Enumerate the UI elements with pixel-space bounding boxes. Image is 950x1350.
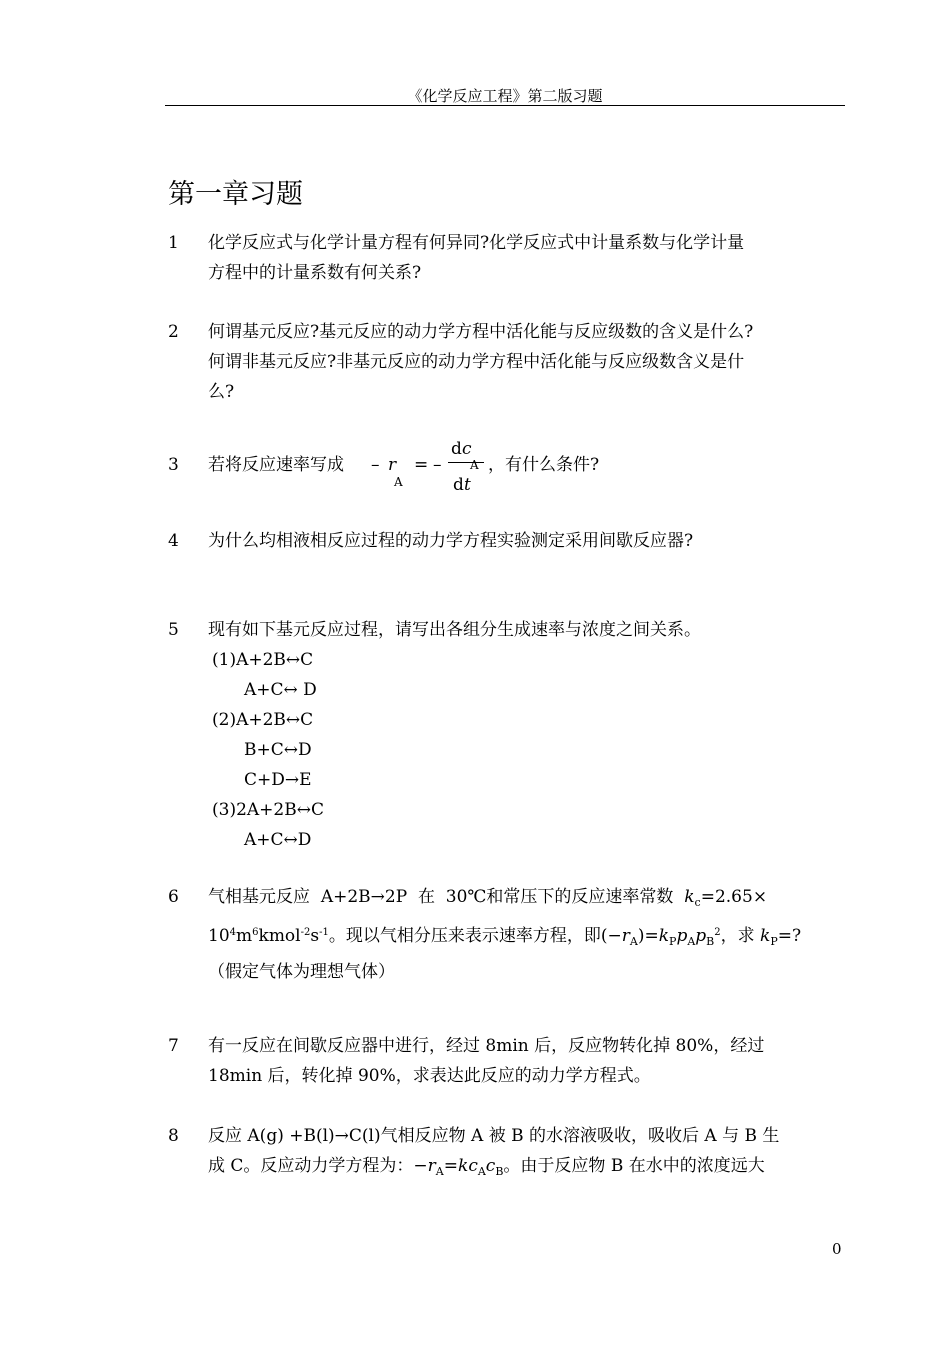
subscript: A bbox=[477, 1165, 486, 1178]
rate-constant-symbol: k bbox=[658, 926, 670, 946]
reaction-item: A+C↔D bbox=[244, 830, 312, 850]
reaction-list bbox=[212, 645, 324, 855]
question-6 bbox=[208, 882, 853, 987]
question-text-line: 方程中的计量系数有何关系? bbox=[208, 263, 422, 283]
superscript: 2 bbox=[714, 927, 721, 938]
question-text-line bbox=[208, 1151, 853, 1187]
page-number: 0 bbox=[832, 1240, 842, 1258]
question-text: 气相基元反应 bbox=[208, 887, 310, 907]
question-5 bbox=[208, 615, 848, 645]
running-header: 《化学反应工程》第二版习题 bbox=[407, 87, 603, 105]
unit-text: m bbox=[236, 926, 253, 946]
concentration-symbol: c bbox=[485, 1156, 496, 1176]
superscript: 6 bbox=[252, 927, 259, 938]
question-3 bbox=[208, 440, 848, 500]
pressure-symbol: p bbox=[695, 926, 707, 946]
question-text-line: 为什么均相液相反应过程的动力学方程实验测定采用间歇反应器? bbox=[208, 531, 694, 551]
question-number: 7 bbox=[168, 1036, 179, 1056]
question-text: 。由于反应物 B 在水中的浓度远大 bbox=[503, 1156, 765, 1176]
minus-sign: – bbox=[371, 455, 380, 475]
rate-constant-symbol: k bbox=[458, 1156, 469, 1176]
question-number: 4 bbox=[168, 531, 179, 551]
question-text-line: 18min 后，转化掉 90%，求表达此反应的动力学方程式。 bbox=[208, 1066, 651, 1086]
subscript: B bbox=[706, 935, 715, 948]
unit-text: s bbox=[310, 926, 320, 946]
question-text: 若将反应速率写成 bbox=[208, 455, 344, 475]
question-8 bbox=[208, 1121, 853, 1187]
superscript: -2 bbox=[300, 927, 311, 938]
question-text-line: 何谓基元反应?基元反应的动力学方程中活化能与反应级数的含义是什么? bbox=[208, 322, 754, 342]
unit-text: kmol bbox=[258, 926, 301, 946]
subscript: A bbox=[687, 935, 696, 948]
question-text-line: 么? bbox=[208, 382, 235, 402]
question-text-line: 有一反应在间歇反应器中进行，经过 8min 后，反应物转化掉 80%，经过 bbox=[208, 1036, 765, 1056]
question-number: 5 bbox=[168, 620, 179, 640]
question-text-line: 何谓非基元反应?非基元反应的动力学方程中活化能与反应级数含义是什 bbox=[208, 352, 745, 372]
minus-sign: – bbox=[433, 455, 442, 475]
question-number: 1 bbox=[168, 233, 179, 253]
rate-constant-symbol: k bbox=[760, 926, 771, 946]
question-text: 成 C。反应动力学方程为：− bbox=[208, 1156, 428, 1176]
chapter-title: 第一章习题 bbox=[168, 179, 303, 210]
question-1 bbox=[208, 228, 848, 288]
fraction-denominator-t: t bbox=[464, 475, 471, 495]
question-text-line: 反应 A(g) +B(l)→C(l)气相反应物 A 被 B 的水溶液吸收，吸收后 A 与 B 生 bbox=[208, 1126, 780, 1146]
pressure-symbol: p bbox=[676, 926, 688, 946]
reaction-item: A+C↔ D bbox=[244, 680, 317, 700]
rate-constant-symbol: k bbox=[684, 887, 695, 907]
question-text: ，求 bbox=[720, 926, 755, 946]
question-text: 。现以气相分压来表示速率方程，即(− bbox=[328, 926, 622, 946]
superscript: -1 bbox=[319, 927, 329, 938]
subscript: P bbox=[770, 935, 778, 948]
question-text-line: （假定气体为理想气体） bbox=[208, 962, 395, 982]
question-number: 8 bbox=[168, 1126, 179, 1146]
superscript: 4 bbox=[229, 927, 237, 938]
question-2 bbox=[208, 317, 858, 407]
reaction-item: (2)A+2B↔C bbox=[212, 710, 314, 730]
equals-sign: = bbox=[414, 455, 429, 475]
question-text: =? bbox=[777, 926, 802, 946]
reaction-item: (1)A+2B↔C bbox=[212, 650, 314, 670]
rate-constant-value: =2.65× bbox=[700, 887, 768, 907]
question-4 bbox=[208, 526, 848, 556]
reaction-item: C+D→E bbox=[244, 770, 312, 790]
rate-symbol: r bbox=[621, 926, 630, 946]
equals-sign: )= bbox=[637, 926, 659, 946]
question-text-line bbox=[208, 882, 853, 918]
unit-text: 10 bbox=[208, 926, 230, 946]
question-text-line: 化学反应式与化学计量方程有何异同?化学反应式中计量系数与化学计量 bbox=[208, 233, 745, 253]
rate-symbol: r bbox=[388, 455, 397, 475]
fraction-numerator-d: d bbox=[451, 439, 462, 459]
equals-sign: = bbox=[443, 1156, 458, 1176]
fraction-bar bbox=[448, 462, 484, 463]
question-text-line: 现有如下基元反应过程，请写出各组分生成速率与浓度之间关系。 bbox=[208, 620, 701, 640]
fraction-numerator-c: c bbox=[462, 439, 472, 459]
subscript: A bbox=[629, 935, 638, 948]
question-text: 30℃和常压下的反应速率常数 bbox=[445, 887, 674, 907]
rate-symbol: r bbox=[427, 1156, 436, 1176]
reaction-equation: A+2B→2P bbox=[320, 887, 408, 907]
header-rule bbox=[165, 105, 845, 106]
question-number: 2 bbox=[168, 322, 179, 342]
reaction-item: (3)2A+2B↔C bbox=[212, 800, 324, 820]
question-text: 在 bbox=[417, 887, 435, 907]
subscript: B bbox=[495, 1165, 504, 1178]
subscript: c bbox=[694, 896, 701, 909]
subscript-a: A bbox=[394, 475, 403, 489]
fraction-numerator-sub: A bbox=[470, 458, 479, 472]
subscript: A bbox=[435, 1165, 444, 1178]
question-text-line bbox=[208, 918, 853, 957]
question-number: 6 bbox=[168, 887, 179, 907]
question-number: 3 bbox=[168, 455, 179, 475]
concentration-symbol: c bbox=[468, 1156, 478, 1176]
question-7 bbox=[208, 1031, 853, 1091]
subscript: P bbox=[669, 935, 677, 948]
reaction-item: B+C↔D bbox=[244, 740, 312, 760]
fraction-denominator-d: d bbox=[453, 475, 464, 495]
question-text: ，有什么条件? bbox=[488, 455, 600, 475]
